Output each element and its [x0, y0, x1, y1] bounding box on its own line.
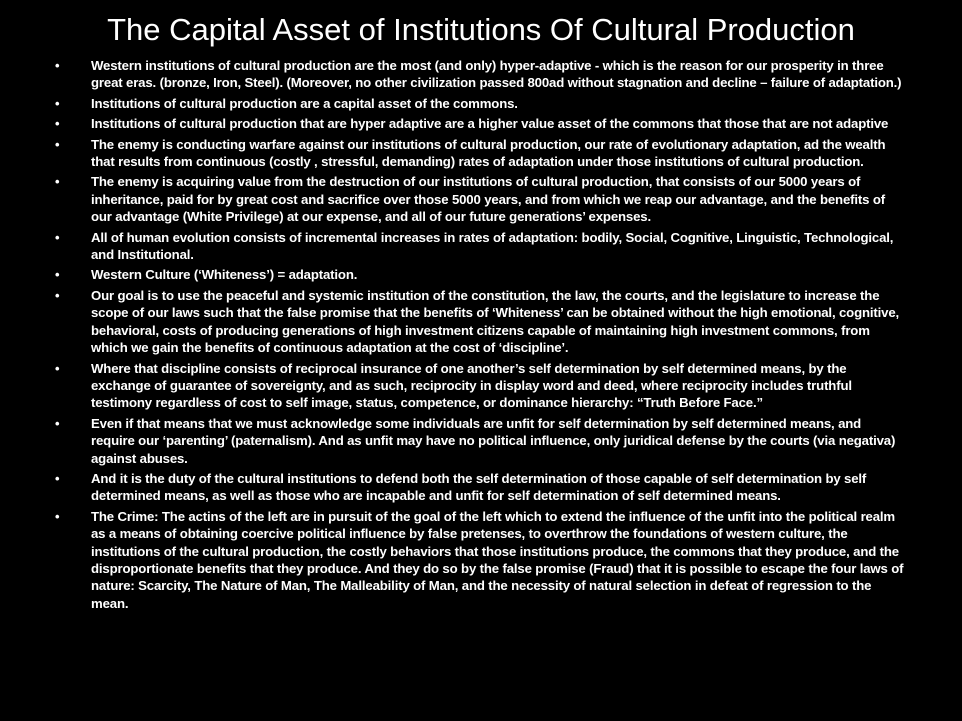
- bullet-item: [0, 173, 962, 225]
- bullet-text: The enemy is acquiring value from the destruction of our institutions of cultural production, that consists of our 5000 years of inheritance, paid for by great cost and sacrifice over those 5000 years, and from which we reap our advantage, and the benefits of our advantage (White Privilege) at our expense, and all of our future generations’ expenses.: [91, 174, 885, 225]
- bullet-item: [0, 470, 962, 505]
- slide-title: The Capital Asset of Institutions Of Cultural Production: [107, 12, 855, 47]
- bullet-item: [0, 508, 962, 612]
- bullet-point-icon: •: [55, 229, 60, 245]
- bullet-item: [0, 360, 962, 412]
- bullet-point-icon: •: [55, 508, 60, 524]
- bullet-point-icon: •: [55, 287, 60, 303]
- bullet-text: Institutions of cultural production that are hyper adaptive are a higher value asset of the commons that those that are not adaptive: [91, 116, 889, 132]
- bullet-text: Western Culture (‘Whiteness’) = adaptation.: [91, 267, 358, 283]
- bullet-text: Even if that means that we must acknowledge some individuals are unfit for self determination by self determined means, and require our ‘parenting’ (paternalism). And as unfit may have no political influence, only juridical defense by the courts (via negativa) against abuses.: [91, 415, 896, 466]
- bullet-text: The enemy is conducting warfare against our institutions of cultural production, our rate of evolutionary adaptation, ad the wealth that results from continuous (costly , stressful, demanding) rates of adaptation under those institutions of cultural production.: [91, 136, 886, 170]
- bullet-point-icon: •: [55, 58, 60, 73]
- bullet-item: [0, 57, 962, 92]
- bullet-text: Where that discipline consists of reciprocal insurance of one another’s self determination by self determined means, by the exchange of guarantee of sovereignty, and as such, reciprocity in display word and deed, where reciprocity includes truthful testimony regardless of cost to self image, status, competence, or dominance hierarchy: “Truth Before Face.”: [91, 360, 852, 411]
- bullet-point-icon: •: [55, 136, 60, 152]
- bullet-item: [0, 415, 962, 467]
- bullet-item: [0, 229, 962, 264]
- bullet-point-icon: •: [55, 360, 60, 376]
- bullet-text: Our goal is to use the peaceful and systemic institution of the constitution, the law, the courts, and the legislature to increase the scope of our laws such that the false promise that the benefits of ‘Whiteness’ can be obtained without the high emotional, cognitive, behavioral, costs of producing generations of high investment citizens capable of maintaining high investment commons, from which we gain the benefits of continuous adaptation at the cost of ‘discipline’.: [91, 287, 900, 356]
- bullet-item: [0, 287, 962, 357]
- bullet-text: And it is the duty of the cultural institutions to defend both the self determination of those capable of self determination by self determined means, as well as those who are incapable and unfit for self determination of self determined means.: [91, 470, 867, 504]
- bullet-item: [0, 266, 962, 283]
- bullet-text: Western institutions of cultural production are the most (and only) hyper-adaptive - which is the reason for our prosperity in three great eras. (bronze, Iron, Steel). (Moreover, no other civilization passed 800ad without stagnation and decline – failure of adaptation.): [91, 58, 902, 91]
- bullet-text: The Crime: The actins of the left are in pursuit of the goal of the left which to extend the influence of the unfit into the political realm as a means of obtaining coercive political influence by false pretenses, to overthrow the foundations of western culture, the institutions of the cultural production, the costly behaviors that those institutions produce, the commons that they produce, and the disproportionate benefits that they produce. And they do so by the false promise (Fraud) that it is possible to escape the four laws of nature: Scarcity, The Nature of Man, The Malleability of Man, and the necessity of natural selection in defeat of regression to the mean.: [91, 508, 904, 611]
- bullet-text: Institutions of cultural production are a capital asset of the commons.: [91, 95, 518, 111]
- bullet-point-icon: •: [55, 95, 60, 111]
- bullet-item: [0, 95, 962, 112]
- bullet-point-icon: •: [55, 174, 60, 190]
- bullet-item: [0, 136, 962, 171]
- bullet-point-icon: •: [55, 267, 60, 283]
- bullet-text: All of human evolution consists of incremental increases in rates of adaptation: bodily, Social, Cognitive, Linguistic, Technological, and Institutional.: [91, 229, 894, 263]
- bullet-point-icon: •: [55, 470, 60, 486]
- bullet-item: [0, 115, 962, 132]
- bullet-list: [0, 57, 962, 615]
- bullet-point-icon: •: [55, 415, 60, 431]
- bullet-point-icon: •: [55, 116, 60, 132]
